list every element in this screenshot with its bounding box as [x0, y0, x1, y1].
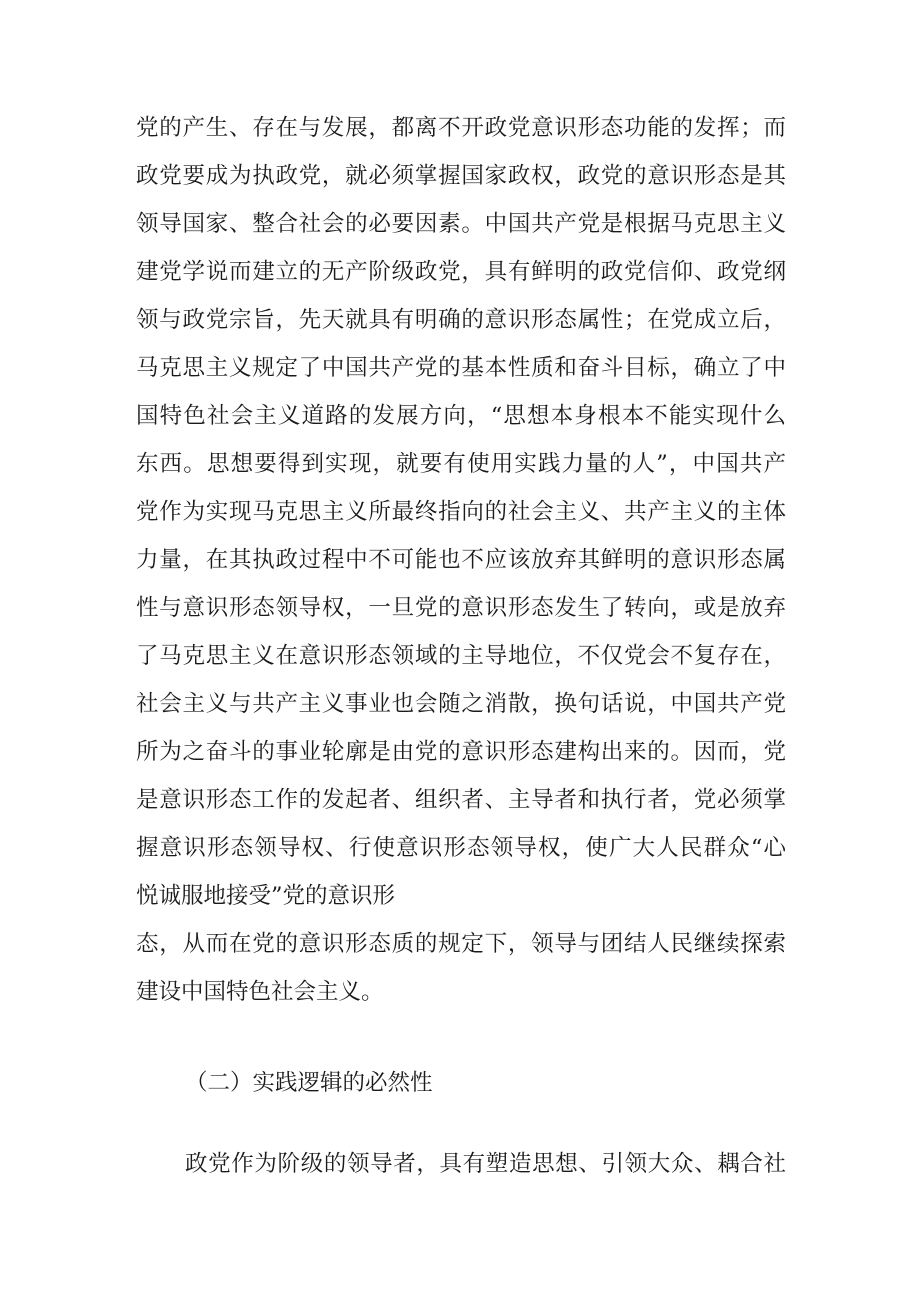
paragraph-line: 态，从而在党的意识形态质的规定下，领导与团结人民继续探索	[136, 931, 786, 957]
paragraph-line: 政党要成为执政党，就必须掌握国家政权，政党的意识形态是其	[136, 163, 786, 189]
paragraph-2-first-line: 政党作为阶级的领导者，具有塑造思想、引领大众、耦合社	[185, 1151, 786, 1177]
paragraph-line: 东西。思想要得到实现，就要有使用实践力量的人”，中国共产	[136, 451, 786, 477]
paragraph-line: 了马克思主义在意识形态领域的主导地位，不仅党会不复存在，	[136, 643, 786, 669]
paragraph-line: 领导国家、整合社会的必要因素。中国共产党是根据马克思主义	[136, 211, 786, 237]
section-heading: （二）实践逻辑的必然性	[185, 1070, 433, 1096]
paragraph-line: 力量，在其执政过程中不可能也不应该放弃其鲜明的意识形态属	[136, 547, 786, 573]
paragraph-line: 是意识形态工作的发起者、组织者、主导者和执行者，党必须掌	[136, 787, 786, 813]
paragraph-1	[136, 104, 786, 1016]
paragraph-line: 领与政党宗旨，先天就具有明确的意识形态属性；在党成立后，	[136, 307, 786, 333]
paragraph-line: 党的产生、存在与发展，都离不开政党意识形态功能的发挥；而	[136, 115, 786, 141]
paragraph-line: 国特色社会主义道路的发展方向，“思想本身根本不能实现什么	[136, 403, 786, 429]
paragraph-line: 握意识形态领导权、行使意识形态领导权，使广大人民群众“心	[136, 835, 786, 861]
paragraph-line: 马克思主义规定了中国共产党的基本性质和奋斗目标，确立了中	[136, 355, 786, 381]
paragraph-line: 悦诚服地接受”党的意识形	[136, 883, 396, 909]
paragraph-line: 社会主义与共产主义事业也会随之消散，换句话说，中国共产党	[136, 691, 786, 717]
paragraph-line: 所为之奋斗的事业轮廓是由党的意识形态建构出来的。因而，党	[136, 739, 786, 765]
paragraph-line: 建党学说而建立的无产阶级政党，具有鲜明的政党信仰、政党纲	[136, 259, 786, 285]
paragraph-line: 建设中国特色社会主义。	[136, 979, 384, 1005]
paragraph-line: 性与意识形态领导权，一旦党的意识形态发生了转向，或是放弃	[136, 595, 786, 621]
paragraph-line: 党作为实现马克思主义所最终指向的社会主义、共产主义的主体	[136, 499, 786, 525]
